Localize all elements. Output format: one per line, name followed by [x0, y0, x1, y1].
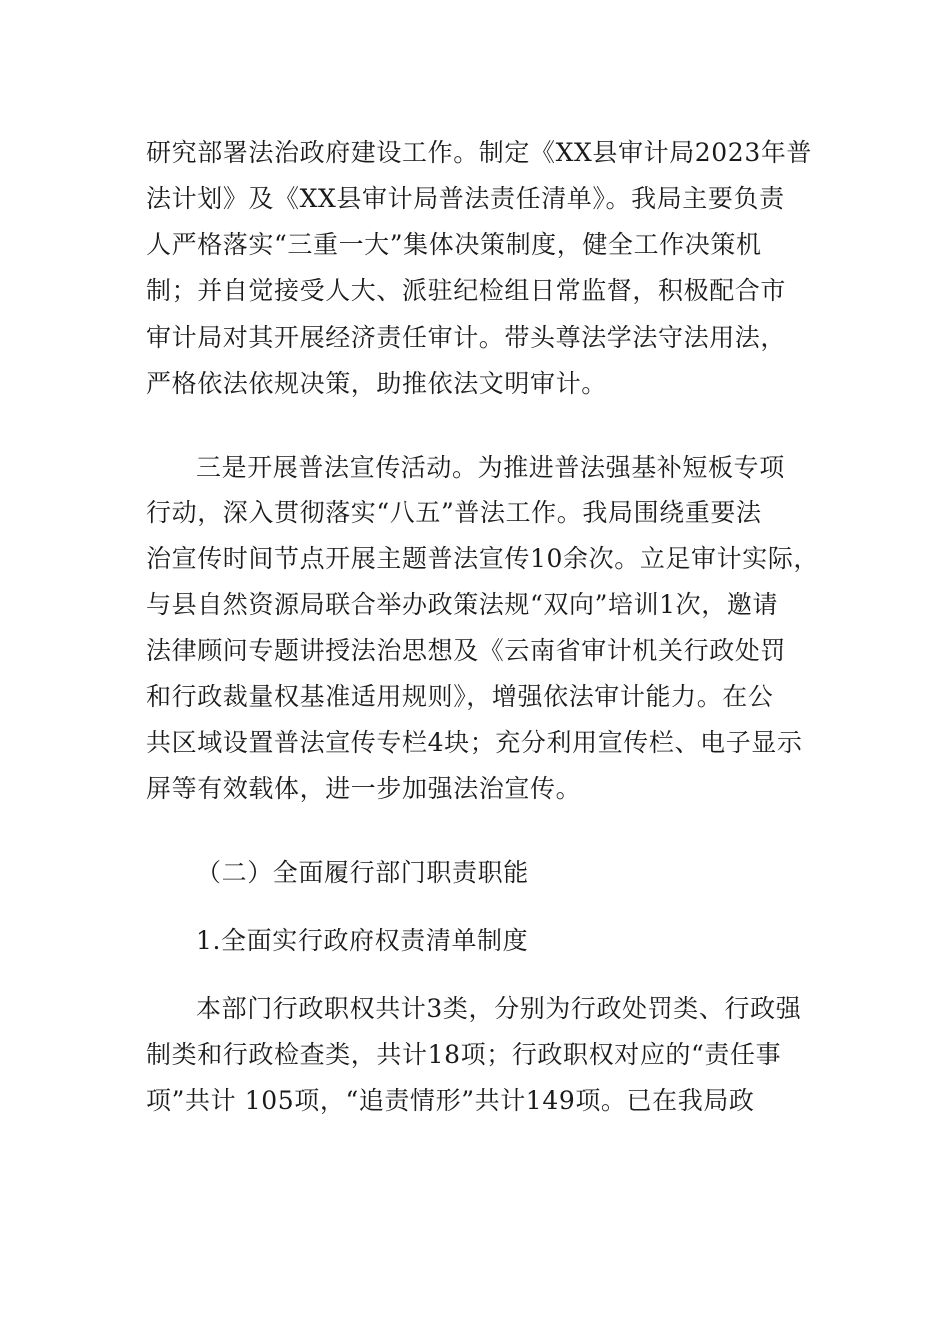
text-line: 治宣传时间节点开展主题普法宣传10余次。立足审计实际， [146, 544, 820, 573]
text-line: 法计划》及《XX县审计局普法责任清单》。我局主要负责 [146, 184, 785, 213]
text-line: 本部门行政职权共计3类，分别为行政处罚类、行政强 [196, 994, 802, 1023]
text-line: 研究部署法治政府建设工作。制定《XX县审计局2023年普 [146, 138, 813, 167]
text-line: 制类和行政检查类，共计18项；行政职权对应的“责任事 [146, 1040, 782, 1069]
text-line: 屏等有效载体，进一步加强法治宣传。 [146, 774, 582, 803]
text-line: 行动，深入贯彻落实“八五”普法工作。我局围绕重要法 [146, 498, 762, 527]
text-line: 审计局对其开展经济责任审计。带头尊法学法守法用法， [146, 323, 787, 352]
text-line: 项”共计 105项，“追责情形”共计149项。已在我局政 [146, 1086, 755, 1115]
text-line: 人严格落实“三重一大”集体决策制度，健全工作决策机 [146, 230, 762, 259]
text-line: 法律顾问专题讲授法治思想及《云南省审计机关行政处罚 [146, 636, 787, 665]
text-line: 共区域设置普法宣传专栏4块；充分利用宣传栏、电子显示 [146, 728, 803, 757]
text-line: 制；并自觉接受人大、派驻纪检组日常监督，积极配合市 [146, 276, 787, 305]
section-heading: （二）全面履行部门职责职能 [196, 858, 529, 887]
text-line: 与县自然资源局联合举办政策法规“双向”培训1次，邀请 [146, 590, 779, 619]
subsection-heading: 1.全面实行政府权责清单制度 [196, 926, 529, 955]
text-line: 三是开展普法宣传活动。为推进普法强基补短板专项 [196, 453, 785, 482]
text-line: 严格依法依规决策，助推依法文明审计。 [146, 369, 607, 398]
text-line: 和行政裁量权基准适用规则》，增强依法审计能力。在公 [146, 682, 774, 711]
